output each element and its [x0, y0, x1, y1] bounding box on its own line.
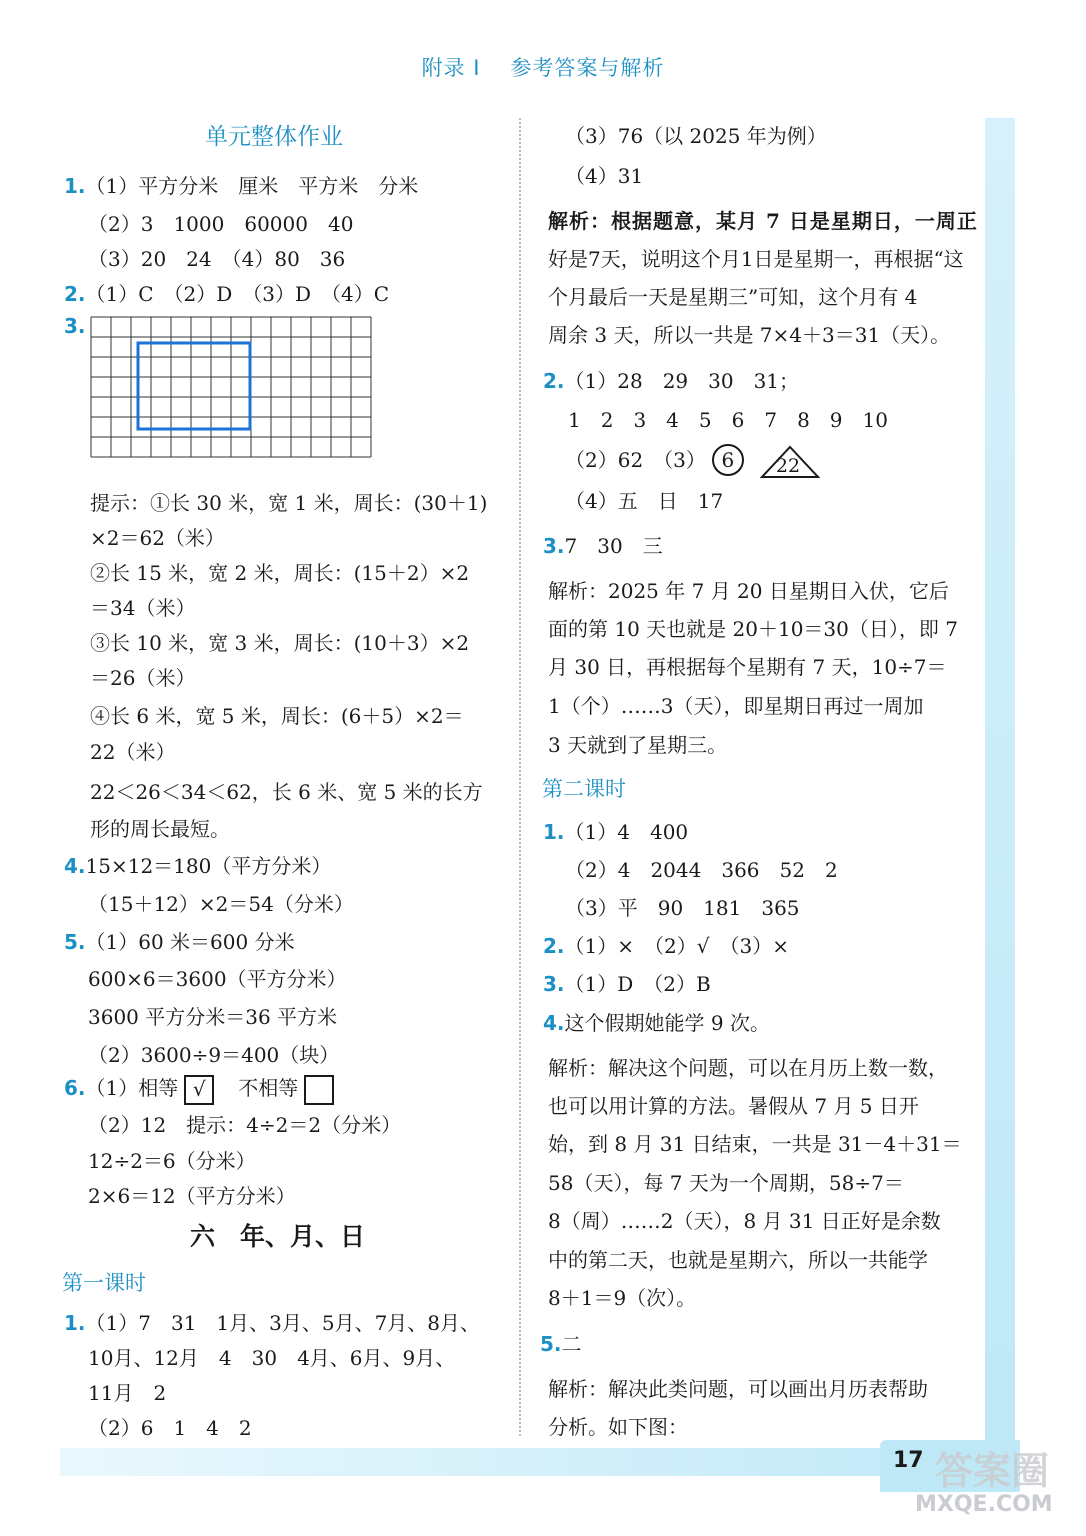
hint-line: 形的周长最短。: [90, 817, 230, 841]
lesson2-question-3: 3.（1）D （2）B: [543, 972, 711, 996]
question-number: 5.: [540, 1332, 562, 1356]
question-number: 1.: [64, 174, 86, 198]
answer-line: （4）31: [565, 164, 644, 188]
question-number: 1.: [64, 1311, 86, 1335]
answer-line: 11月 2: [88, 1381, 167, 1405]
answer-line: 12÷2＝6（分米）: [88, 1149, 256, 1173]
question-number: 3.: [64, 314, 86, 338]
hint-line: ③长 10 米，宽 3 米，周长：(10＋3）×2: [90, 631, 470, 655]
analysis-line: 月 30 日，再根据每个星期有 7 天，10÷7＝: [548, 655, 947, 679]
analysis-line: 解析：解决此类问题，可以画出月历表帮助: [548, 1377, 928, 1401]
analysis-line: 3 天就到了星期三。: [548, 733, 728, 757]
chapter-title: 六 年、月、日: [190, 1222, 366, 1251]
question-4: 4.15×12＝180（平方分米）: [64, 854, 332, 878]
analysis-line: 始，到 8 月 31 日结束，一共是 31－4＋31＝: [548, 1132, 962, 1156]
grid-diagram: [90, 316, 372, 466]
question-2-right: 2.（1）28 29 30 31；: [543, 369, 800, 393]
answer-line: （2）4 2044 366 52 2: [565, 858, 838, 882]
answer-line: （2）3 1000 60000 40: [88, 212, 354, 236]
question-number: 4.: [64, 854, 86, 878]
lesson2-question-4: 4.这个假期她能学 9 次。: [543, 1011, 770, 1035]
analysis-line: 中的第二天，也就是星期六，所以一共能学: [548, 1248, 928, 1272]
header-appendix: 附录 I: [421, 56, 481, 80]
question-number: 6.: [64, 1076, 86, 1100]
lesson1-question-1: 1.（1）7 31 1月、3月、5月、7月、8月、: [64, 1311, 481, 1335]
answer-line: 10月、12月 4 30 4月、6月、9月、: [88, 1346, 456, 1370]
lesson-title: 第一课时: [62, 1271, 146, 1295]
answer-line: （4）五 日 17: [565, 489, 724, 513]
analysis-line: 个月最后一天是星期三”可知，这个月有 4: [548, 285, 918, 309]
hint-line: ＝34（米）: [90, 596, 196, 620]
answer-line: （15＋12）×2＝54（分米）: [88, 892, 354, 916]
question-number: 2.: [64, 282, 86, 306]
analysis-line: 好是7天，说明这个月1日是星期一，再根据“这: [548, 247, 964, 271]
hint-line: ＝26（米）: [90, 666, 196, 690]
question-number: 3.: [543, 534, 565, 558]
watermark-url: MXQE.COM: [915, 1492, 1053, 1517]
answer-line-shapes: （2）62 （3） 6 22: [565, 444, 820, 479]
question-number: 5.: [64, 930, 86, 954]
answer-line: 600×6＝3600（平方分米）: [88, 967, 347, 991]
page-number: 17: [893, 1448, 924, 1473]
lesson2-question-5: 5.二: [540, 1332, 582, 1356]
analysis-line: 1（个）……3（天），即星期日再过一周加: [548, 694, 924, 718]
question-number: 2.: [543, 934, 565, 958]
answer-line: （3）平 90 181 365: [565, 896, 800, 920]
hint-line: ④长 6 米，宽 5 米，周长：(6＋5）×2＝: [90, 704, 464, 728]
answer-line: （2）3600÷9＝400（块）: [88, 1043, 340, 1067]
hint-line: 22（米）: [90, 740, 176, 764]
question-2: 2.（1）C （2）D （3）D （4）C: [64, 282, 390, 306]
hint-line: 22＜26＜34＜62，长 6 米、宽 5 米的长方: [90, 780, 483, 804]
hint-line: 提示：①长 30 米，宽 1 米，周长：(30＋1): [90, 491, 488, 515]
question-3: [64, 314, 86, 338]
analysis-line: 8（周）……2（天），8 月 31 日正好是余数: [548, 1209, 941, 1233]
analysis-line: 面的第 10 天也就是 20＋10＝30（日），即 7: [548, 617, 958, 641]
analysis-line: 分析。如下图：: [548, 1415, 688, 1439]
circle-answer: 6: [712, 444, 744, 476]
analysis-line: 解析：解决这个问题，可以在月历上数一数，: [548, 1056, 948, 1080]
question-number: 2.: [543, 369, 565, 393]
question-3-right: 3.7 30 三: [543, 534, 663, 558]
empty-box: [304, 1075, 334, 1105]
question-6: 6.（1）相等 √ 不相等: [64, 1072, 334, 1105]
answer-line: 2×6＝12（平方分米）: [88, 1184, 296, 1208]
analysis-line: 解析：根据题意，某月 7 日是星期日，一周正: [548, 209, 978, 233]
bottom-band: [60, 1448, 1020, 1476]
column-divider: [519, 118, 521, 1436]
hint-line: ②长 15 米，宽 2 米，周长：(15＋2）×2: [90, 561, 470, 585]
question-number: 3.: [543, 972, 565, 996]
section-title: 单元整体作业: [205, 124, 343, 150]
analysis-line: 也可以用计算的方法。暑假从 7 月 5 日开: [548, 1094, 919, 1118]
watermark-logo: 答案圈: [935, 1449, 1050, 1493]
analysis-line: 解析：2025 年 7 月 20 日星期日入伏，它后: [548, 579, 949, 603]
triangle-answer: 22: [760, 445, 820, 479]
page-header: [0, 52, 1086, 82]
hint-line: ×2＝62（米）: [90, 526, 225, 550]
question-number: 1.: [543, 820, 565, 844]
question-number: 4.: [543, 1011, 565, 1035]
answer-line: （3）20 24 （4）80 36: [88, 247, 346, 271]
answer-line: 3600 平方分米＝36 平方米: [88, 1005, 338, 1029]
question-5: 5.（1）60 米＝600 分米: [64, 930, 295, 954]
highlight-rectangle: [138, 343, 250, 429]
side-band: [985, 118, 1015, 1448]
header-title: 参考答案与解析: [510, 56, 665, 80]
analysis-line: 8＋1＝9（次）。: [548, 1286, 697, 1310]
check-box: √: [184, 1075, 214, 1105]
answer-line: （2）6 1 4 2: [88, 1416, 252, 1440]
lesson2-question-1: 1.（1）4 400: [543, 820, 689, 844]
lesson-title: 第二课时: [542, 777, 626, 801]
question-1: 1.（1）平方分米 厘米 平方米 分米: [64, 174, 419, 198]
analysis-line: 58（天），每 7 天为一个周期，58÷7＝: [548, 1171, 904, 1195]
answer-line: 1 2 3 4 5 6 7 8 9 10: [568, 408, 888, 432]
lesson2-question-2: 2.（1）× （2）√ （3）×: [543, 934, 789, 958]
answer-line: （2）12 提示：4÷2＝2（分米）: [88, 1113, 402, 1137]
analysis-line: 周余 3 天，所以一共是 7×4＋3＝31（天）。: [548, 323, 951, 347]
answer-line: （3）76（以 2025 年为例）: [565, 124, 827, 148]
